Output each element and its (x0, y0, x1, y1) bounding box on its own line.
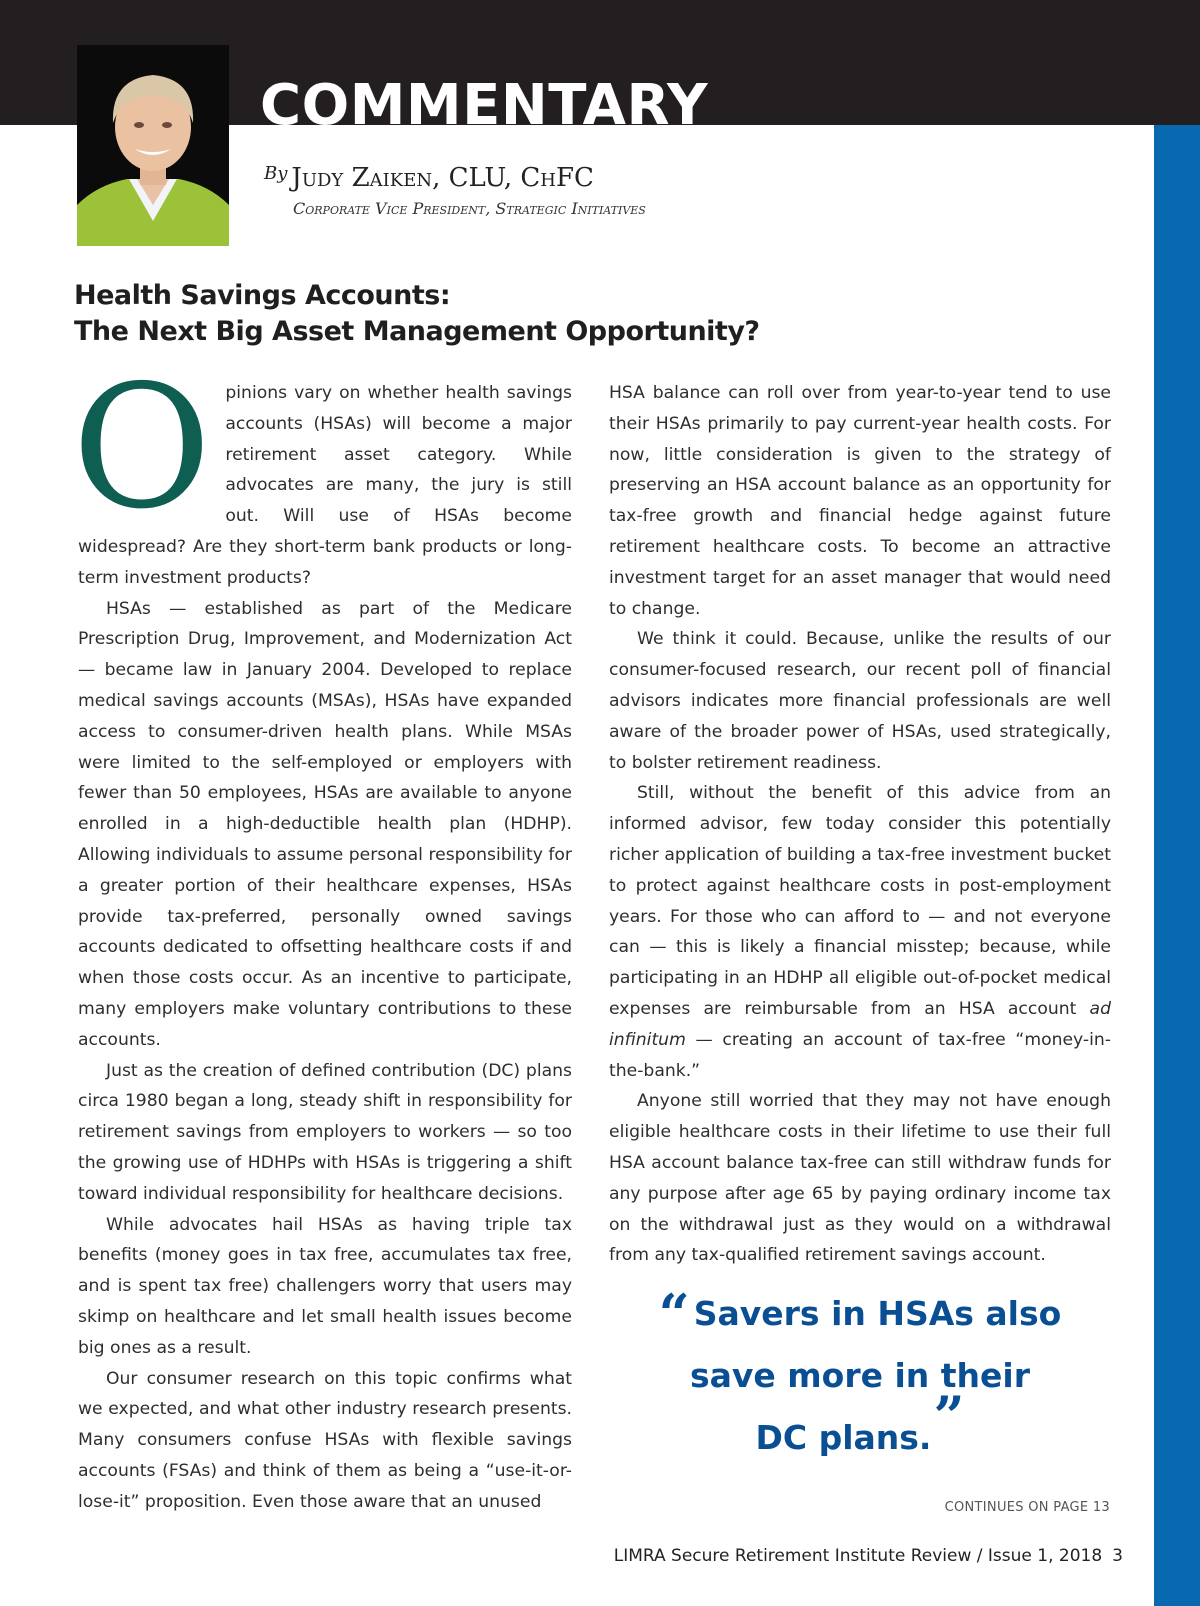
publication-name: LIMRA Secure Retirement Institute Review / Issue 1, 2018 (613, 1546, 1103, 1566)
article-paragraph: We think it could. Because, unlike the results of our consumer-focused research, our recent poll of financial advisors indicates more financial professionals are well aware of the broader power of HSAs, used strategically, to bolster retirement readiness. (609, 629, 1111, 773)
pull-quote-line-1 (640, 1283, 1080, 1345)
article-paragraph: HSAs — established as part of the Medicare Prescription Drug, Improvement, and Modernization Act — became law in January 2004. Developed to replace medical savings accounts (MSAs), HSAs have expanded access to consumer-driven health plans. While MSAs were limited to the self-employed or employers with fewer than 50 employees, HSAs are available to anyone enrolled in a high-deductible health plan (HDHP). Allowing individuals to assume personal responsibility for a greater portion of their healthcare expenses, HSAs provide tax-preferred, personally owned savings accounts dedicated to offsetting healthcare costs if and when those costs occur. As an incentive to participate, many employers make voluntary contributions to these accounts. (78, 598, 572, 1050)
drop-cap: O (72, 349, 212, 547)
article-headline (74, 278, 834, 350)
paragraph-text-end: — creating an account of tax-free “money-in-the-bank.” (609, 1029, 1111, 1081)
article-paragraph (72, 349, 572, 594)
side-accent-bar (1154, 125, 1200, 1606)
headline-line-1: Health Savings Accounts: (74, 280, 451, 311)
close-quote-icon: ” (933, 1384, 965, 1448)
author-photo (77, 45, 229, 246)
pull-quote-text-1: Savers in HSAs also (693, 1294, 1062, 1333)
article-paragraph (609, 778, 1111, 1086)
by-label: By (264, 163, 288, 184)
article-paragraph: Anyone still worried that they may not have enough eligible healthcare costs in their lifetime to use their full HSA account balance tax-free can still withdraw funds for any purpose after age 65 by paying ordinary income tax on the withdrawal just as they would on a withdrawal from any tax-qualified retirement savings account. (609, 1091, 1111, 1266)
pull-quote-line-3 (640, 1384, 1080, 1469)
pull-quote (640, 1283, 1080, 1469)
pull-quote-text-3: DC plans. (755, 1418, 932, 1457)
page-footer (614, 1546, 1123, 1566)
pull-quote-line-2: save more in their (689, 1356, 1031, 1395)
article-paragraph: HSA balance can roll over from year-to-year tend to use their HSAs primarily to pay current-year health costs. For now, little consideration is given to the strategy of preserving an HSA account balance as an opportunity for tax-free growth and financial hedge against future retirement healthcare costs. To become an attractive investment target for an asset manager that would need to change. (609, 383, 1111, 619)
page-number: 3 (1112, 1546, 1123, 1566)
paragraph-text: Still, without the benefit of this advice from an informed advisor, few today consider this potentially richer application of building a tax-free investment bucket to protect against healthcare costs in post-employment years. For those who can afford to — and not everyone can — this is likely a financial misstep; because, while participating in an HDHP all eligible out-of-pocket medical expenses are reimbursable from an HSA account (609, 783, 1111, 1019)
article-column-left (72, 349, 572, 1517)
article-column-right (609, 378, 1111, 1271)
author-name: Judy Zaiken, CLU, ChFC (291, 163, 594, 193)
article-paragraph: While advocates hail HSAs as having triple tax benefits (money goes in tax free, accumulates tax free, and is spent tax free) challengers worry that users may skimp on healthcare and let small health issues become big ones as a result. (78, 1214, 572, 1358)
latin-phrase: ad infinitum (609, 998, 1111, 1050)
byline (264, 163, 594, 193)
author-title: Corporate Vice President, Strategic Initiatives (293, 199, 646, 218)
article-paragraph: Our consumer research on this topic confirms what we expected, and what other industry research presents. Many consumers confuse HSAs with flexible savings accounts (FSAs) and think of them as being a “use-it-or-lose-it” proposition. Even those aware that an unused (78, 1368, 572, 1512)
open-quote-icon: “ (658, 1282, 690, 1346)
headline-line-2: The Next Big Asset Management Opportunity? (74, 316, 760, 347)
paragraph-text: pinions vary on whether health savings accounts (HSAs) will become a major retirement asset category. While advocates are many, the jury is still out. Will use of HSAs become widespread? Are they short-term bank products or long-term investment products? (78, 383, 572, 588)
author-portrait-icon (77, 45, 229, 246)
continues-link[interactable]: CONTINUES ON PAGE 13 (944, 1500, 1110, 1515)
section-title: COMMENTARY (260, 73, 709, 125)
article-paragraph: Just as the creation of defined contribution (DC) plans circa 1980 began a long, steady shift in responsibility for retirement savings from employers to workers — so too the growing use of HDHPs with HSAs is triggering a shift toward individual responsibility for healthcare decisions. (78, 1060, 572, 1204)
